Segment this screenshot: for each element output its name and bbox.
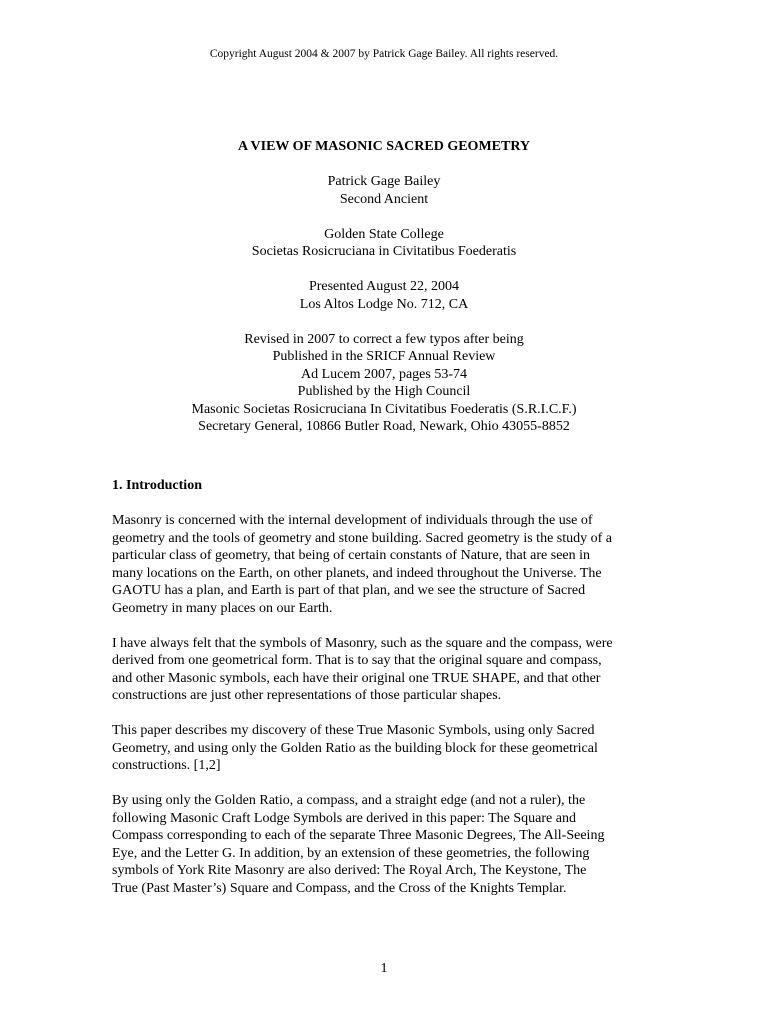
title-block: [0, 138, 768, 453]
paragraph-line: following Masonic Craft Lodge Symbols are derived in this paper: The Square and: [112, 810, 576, 826]
paragraph-line: derived from one geometrical form. That is to say that the original square and compass,: [112, 653, 602, 668]
revision-line: Published in the SRICF Annual Review: [272, 349, 496, 364]
paragraph: [112, 792, 660, 897]
paragraph-line: Geometry in many places on our Earth.: [112, 600, 333, 616]
paragraph: [112, 635, 660, 705]
presentation-date: Presented August 22, 2004: [308, 279, 460, 294]
document-title: A VIEW OF MASONIC SACRED GEOMETRY: [237, 139, 531, 154]
paragraph-line: constructions. [1,2]: [112, 758, 221, 773]
revision-line: Published by the High Council: [297, 384, 471, 399]
presentation-info: [0, 278, 768, 313]
paragraph-line: By using only the Golden Ratio, a compass, and a straight edge (and not a ruler), the: [112, 793, 586, 808]
revision-line: Ad Lucem 2007, pages 53-74: [300, 366, 468, 382]
revision-info: [0, 331, 768, 436]
revision-line: Secretary General, 10866 Butler Road, Newark, Ohio 43055-8852: [198, 419, 570, 434]
author-info: [0, 173, 768, 208]
author-name: Patrick Gage Bailey: [327, 174, 441, 189]
presentation-venue: Los Altos Lodge No. 712, CA: [299, 296, 469, 312]
section-heading: 1. Introduction: [112, 478, 202, 493]
paragraph-line: GAOTU has a plan, and Earth is part of that plan, and we see the structure of Sacred: [112, 583, 586, 598]
revision-line: Revised in 2007 to correct a few typos after being: [244, 331, 524, 347]
paragraph-line: Compass corresponding to each of the separate Three Masonic Degrees, The All-Seeing: [112, 828, 605, 843]
author-rank: Second Ancient: [339, 191, 429, 207]
college-name: Golden State College: [324, 226, 444, 242]
page-number: 1: [380, 961, 388, 976]
paragraph-line: True (Past Master’s) Square and Compass, and the Cross of the Knights Templar.: [112, 880, 567, 896]
copyright-notice: Copyright August 2004 & 2007 by Patrick Gage Bailey. All rights reserved.: [209, 48, 559, 60]
paragraph: [112, 722, 660, 775]
paragraph-line: particular class of geometry, that being of certain constants of Nature, that are seen in: [112, 548, 591, 563]
paragraph-line: geometry and the tools of geometry and stone building. Sacred geometry is the study of a: [112, 530, 612, 546]
paragraph-line: symbols of York Rite Masonry are also derived: The Royal Arch, The Keystone, The: [112, 863, 587, 878]
paragraph: [112, 512, 660, 617]
paragraph-line: and other Masonic symbols, each have their original one TRUE SHAPE, and that other: [112, 670, 601, 686]
society-name: Societas Rosicruciana in Civitatibus Foederatis: [251, 244, 517, 259]
revision-line: Masonic Societas Rosicruciana In Civitatibus Foederatis (S.R.I.C.F.): [191, 401, 577, 417]
college-info: [0, 226, 768, 261]
paragraph-line: many locations on the Earth, on other planets, and indeed throughout the Universe. The: [112, 565, 602, 581]
paragraph-line: Eye, and the Letter G. In addition, by an extension of these geometries, the following: [112, 845, 590, 861]
paragraph-line: constructions are just other representations of those particular shapes.: [112, 688, 502, 703]
document-body: [112, 477, 660, 915]
paragraph-line: I have always felt that the symbols of Masonry, such as the square and the compass, were: [112, 635, 613, 651]
paragraph-line: Geometry, and using only the Golden Ratio as the building block for these geometrical: [112, 740, 598, 756]
paragraph-line: Masonry is concerned with the internal development of individuals through the use of: [112, 513, 593, 528]
paragraph-line: This paper describes my discovery of these True Masonic Symbols, using only Sacred: [112, 723, 595, 738]
